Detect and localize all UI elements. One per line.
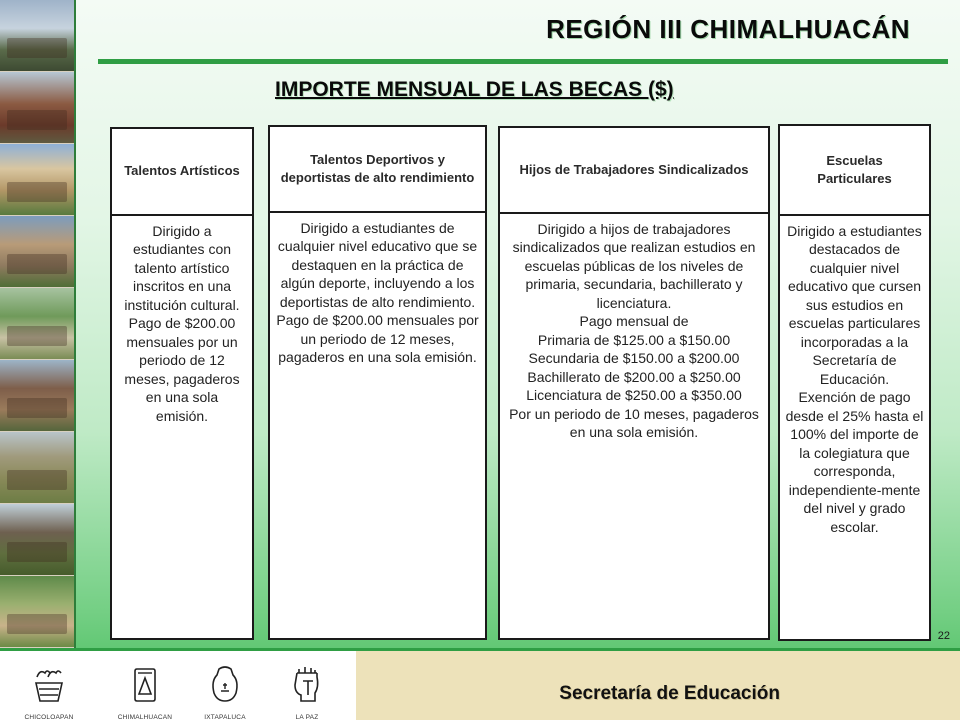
garden-photo [0,576,74,648]
photo-strip [0,0,76,648]
card-title: Hijos de Trabajadores Sindicalizados [500,128,768,214]
monument-photo [0,504,74,576]
ministry-banner [356,651,960,720]
cathedral-photo [0,216,74,288]
municipality-chicoloapan [4,651,94,720]
card-description: Dirigido a estudiantes de cualquier nivel educativo que se destaquen en la práctica de algún deporte, incluyendo a los deportistas de alto rendimiento. Pago de $200.00 mensuales por un periodo de 12 meses, pagaderos en una sola emisión. [276,220,479,366]
card-description: Dirigido a hijos de trabajadores sindicalizados que realizan estudios en escuelas públicas de los niveles de primaria, secundaria, bachillerato y licenciatura. Pago mensual de Primaria de $125.00 a $150.00 Secundaria de $150.00 a $200.00 Bachillerato de $200.00 a $250.00 Licenciatura de $250.00 a $350.00 Por un periodo de 10 meses, pagaderos en una sola emisión. [509,221,759,441]
church-facade-photo [0,144,74,216]
jar-glyph-icon [207,663,243,705]
field-photo [0,432,74,504]
municipality-label: CHICOLOAPAN [24,714,74,720]
municipality-label: CHIMALHUACAN [117,714,173,720]
page-title: IMPORTE MENSUAL DE LAS BECAS ($) [275,78,674,101]
birds-basket-glyph-icon [31,663,67,705]
card-description: Dirigido a estudiantes con talento artístico inscritos en una institución cultural. Pago de $200.00 mensuales por un periodo de 12 meses, pagaderos en una sola emisión. [124,223,240,424]
region-title: REGIÓN III CHIMALHUACÁN [546,14,910,44]
municipality-chimalhuacan [100,651,190,720]
municipality-la-paz [262,651,352,720]
ministry-name: Secretaría de Educación [559,683,780,704]
municipality-ixtapaluca [180,651,270,720]
shield-triangle-glyph-icon [127,663,163,705]
hand-glyph-icon [289,663,325,705]
scholarship-card-private-schools [778,124,931,641]
temple-photo [0,360,74,432]
title-divider [98,59,948,64]
ruins-photo [0,72,74,144]
scholarship-card-artistic [110,127,254,640]
footer [0,648,960,720]
card-title: Escuelas Particulares [780,126,929,216]
scholarship-card-union-workers [498,126,770,640]
card-description: Dirigido a estudiantes destacados de cualquier nivel educativo que cursen sus estudios en escuelas particulares incorporadas a la Secretaría de Educación. Exención de pago desde el 25% hasta el 100% del importe de la colegiatura que corresponda, independiente-mente del nivel y grado escolar. [785,223,924,535]
scholarship-card-sports [268,125,487,640]
church-photo [0,0,74,72]
card-title: Talentos Deportivos y deportistas de alto rendimiento [270,127,485,213]
path-photo [0,288,74,360]
card-title: Talentos Artísticos [112,129,252,216]
page-number: 22 [937,630,950,642]
municipality-label: IXTAPALUCA [204,714,246,720]
municipality-label: LA PAZ [295,714,319,720]
